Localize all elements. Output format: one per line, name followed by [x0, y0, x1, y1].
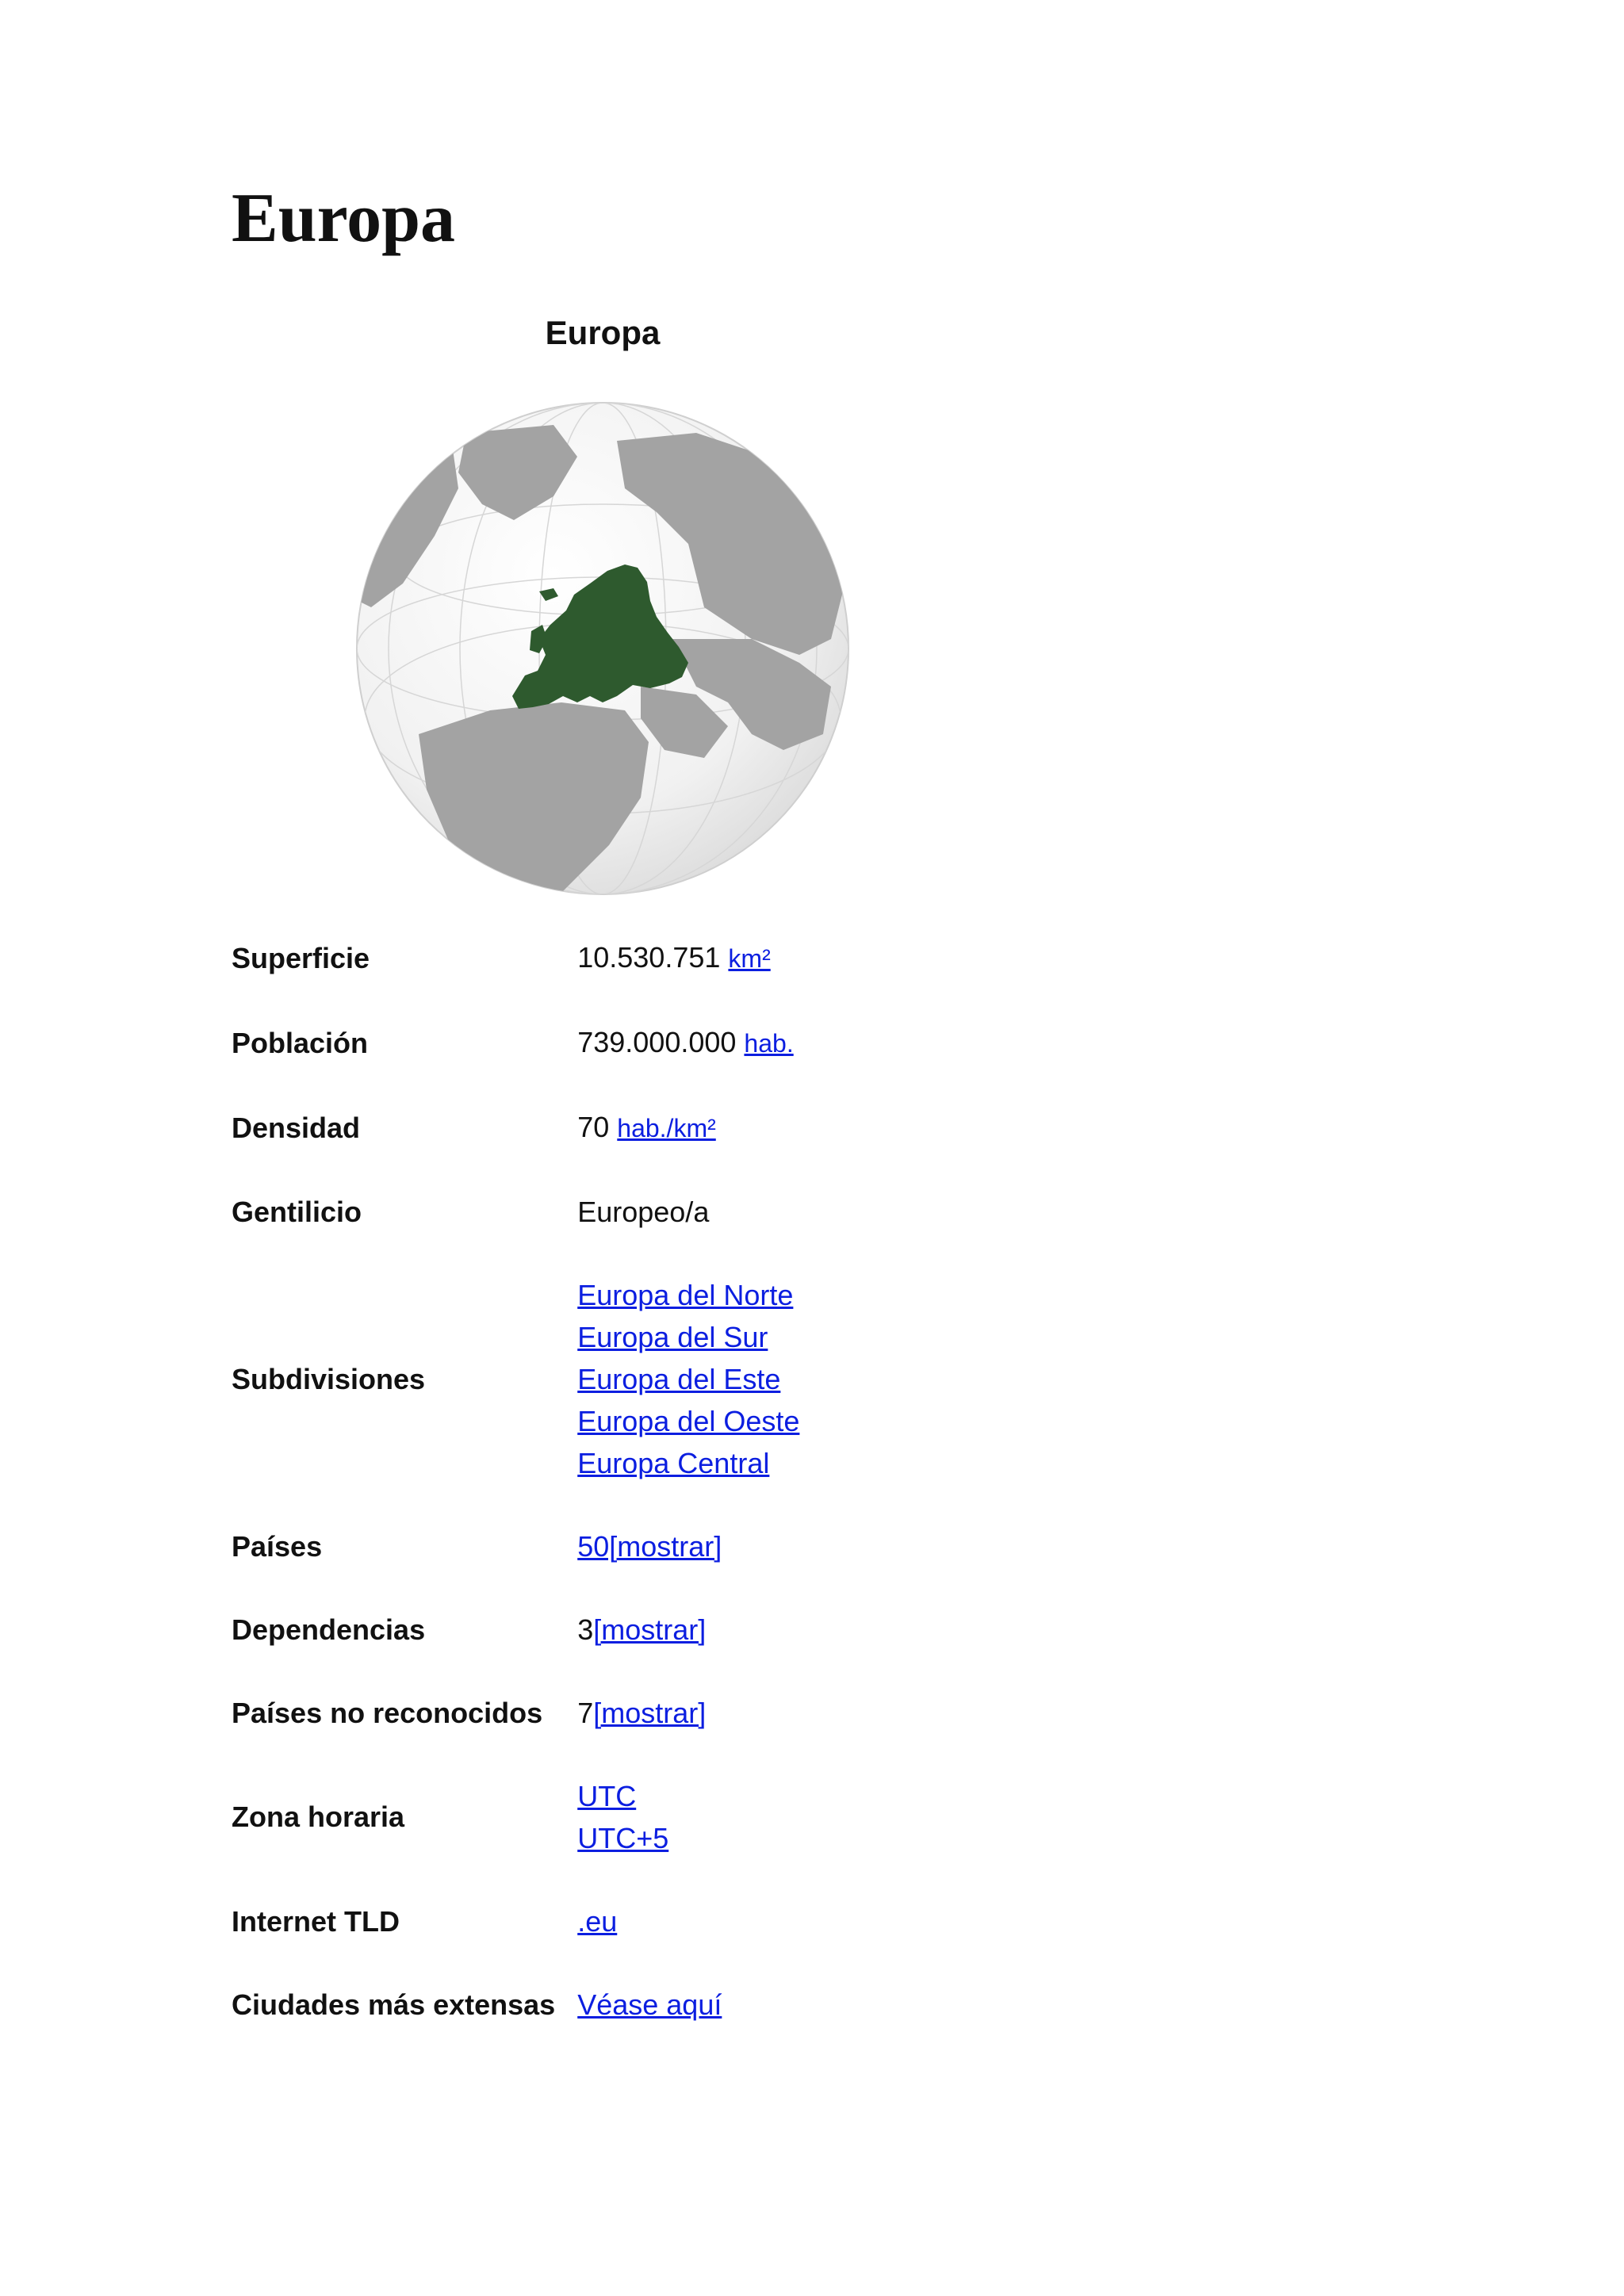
- infobox-row-zona-horaria: [232, 1755, 799, 1880]
- infobox-table: [232, 916, 799, 2046]
- row-value: [577, 1001, 799, 1085]
- row-value: [577, 1253, 799, 1505]
- row-label: Zona horaria: [232, 1800, 405, 1833]
- timezone-link[interactable]: UTC: [577, 1780, 637, 1812]
- infobox-row-paises: [232, 1505, 799, 1588]
- row-value: [577, 1505, 799, 1588]
- row-value: [577, 1671, 799, 1755]
- no-reconocidos-mostrar-link[interactable]: [mostrar]: [593, 1697, 707, 1729]
- subdivision-link[interactable]: Europa del Este: [577, 1363, 781, 1395]
- page-title: Europa: [232, 180, 456, 257]
- row-value: [577, 1588, 799, 1671]
- row-label: Superficie: [232, 941, 370, 974]
- infobox-row-densidad: [232, 1085, 799, 1170]
- row-value: [577, 1755, 799, 1880]
- row-value: [577, 916, 799, 1001]
- infobox-row-dependencias: [232, 1588, 799, 1671]
- gentilicio-value: Europeo/a: [577, 1196, 710, 1228]
- ciudades-link[interactable]: Véase aquí: [577, 1988, 722, 2021]
- infobox-row-no-reconocidos: [232, 1671, 799, 1755]
- infobox-row-gentilicio: [232, 1170, 799, 1253]
- row-label: Población: [232, 1026, 369, 1059]
- paises-mostrar-link[interactable]: 50[mostrar]: [577, 1530, 722, 1563]
- row-label: Internet TLD: [232, 1904, 400, 1938]
- row-label: Gentilicio: [232, 1195, 362, 1228]
- unit-link-hab-km2[interactable]: hab./km²: [617, 1114, 716, 1142]
- infobox-row-poblacion: [232, 1001, 799, 1085]
- row-label: Subdivisiones: [232, 1362, 426, 1395]
- subdivision-link[interactable]: Europa del Norte: [577, 1279, 794, 1311]
- row-label: Densidad: [232, 1111, 361, 1144]
- superficie-value: 10.530.751: [577, 941, 721, 974]
- row-label: Países: [232, 1529, 323, 1563]
- row-value: [577, 1880, 799, 1963]
- row-value: [577, 1085, 799, 1170]
- infobox-row-ciudades: [232, 1963, 799, 2046]
- tld-link[interactable]: .eu: [577, 1905, 618, 1938]
- infobox-row-superficie: [232, 916, 799, 1001]
- infobox-row-tld: [232, 1880, 799, 1963]
- poblacion-value: 739.000.000: [577, 1026, 737, 1058]
- row-label: Dependencias: [232, 1613, 426, 1646]
- subdivision-link[interactable]: Europa Central: [577, 1447, 770, 1479]
- unit-link-hab[interactable]: hab.: [744, 1029, 794, 1058]
- row-label: Ciudades más extensas: [232, 1988, 556, 2021]
- row-value: [577, 1963, 799, 2046]
- europe-globe-map: [355, 401, 850, 896]
- timezone-link[interactable]: UTC+5: [577, 1822, 669, 1854]
- infobox-caption: Europa: [545, 314, 661, 351]
- dependencias-count: 3: [577, 1613, 594, 1646]
- row-label: Países no reconocidos: [232, 1696, 543, 1729]
- densidad-value: 70: [577, 1111, 610, 1143]
- subdivision-link[interactable]: Europa del Oeste: [577, 1405, 800, 1437]
- unit-link-km2[interactable]: km²: [728, 944, 771, 973]
- dependencias-mostrar-link[interactable]: [mostrar]: [593, 1613, 707, 1646]
- infobox-row-subdivisiones: [232, 1253, 799, 1505]
- subdivision-link[interactable]: Europa del Sur: [577, 1321, 768, 1353]
- no-reconocidos-count: 7: [577, 1697, 594, 1729]
